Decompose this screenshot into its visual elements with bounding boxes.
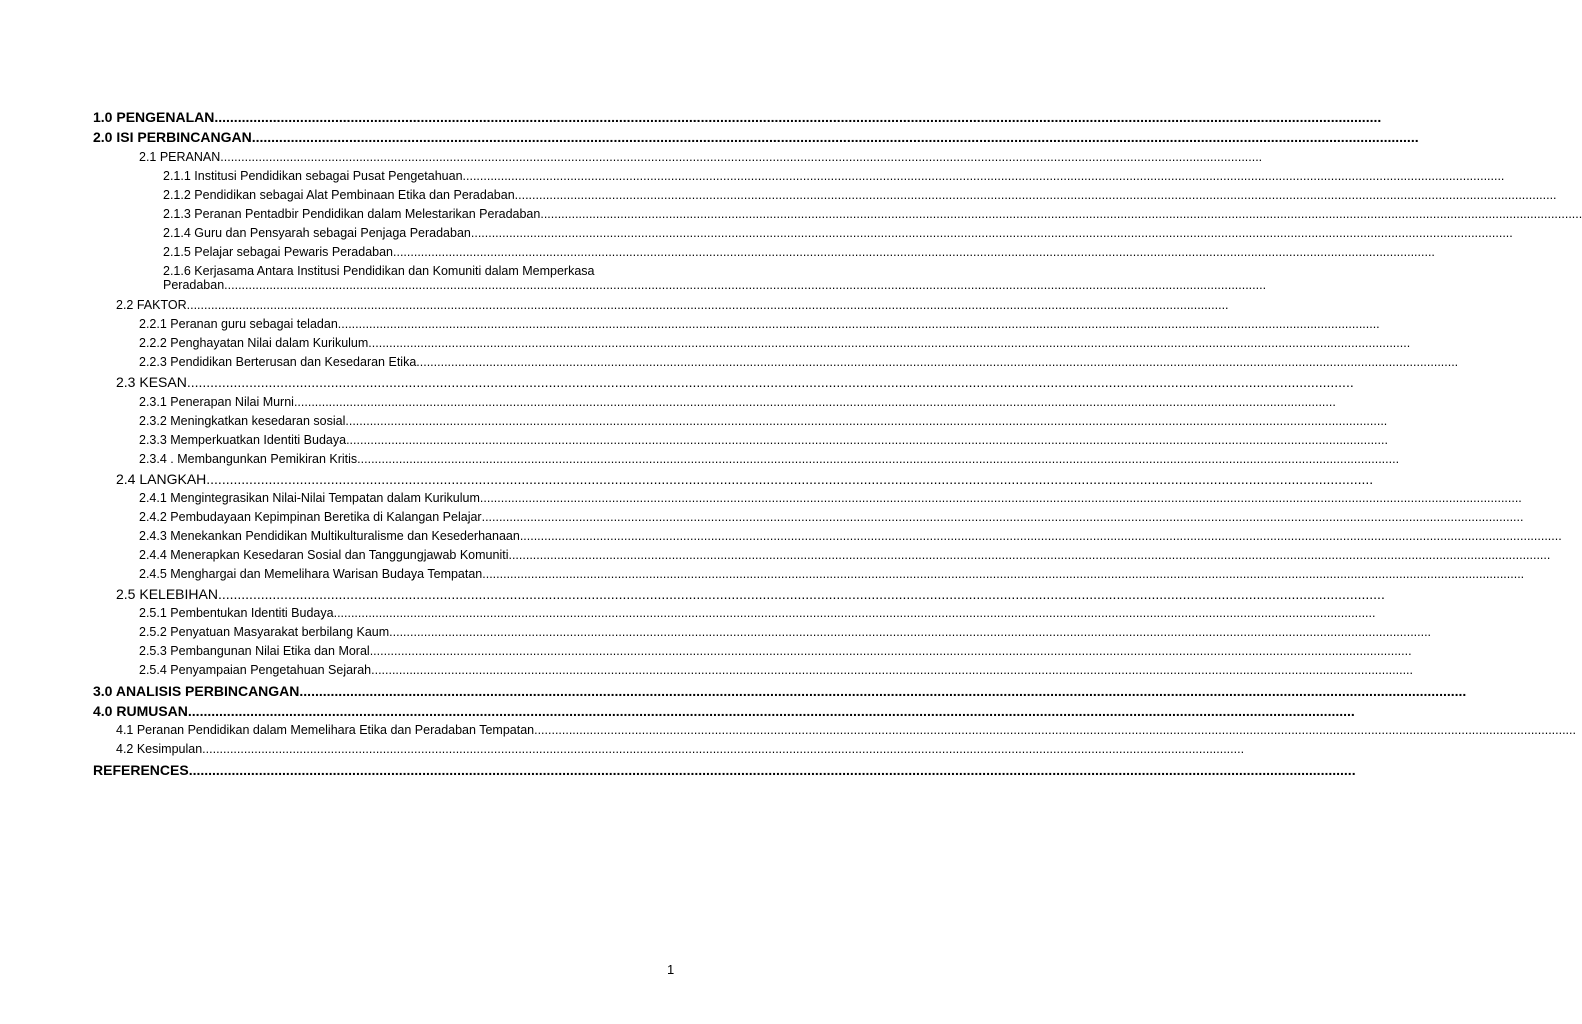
toc-entry-continuation	[163, 278, 1267, 292]
toc-leader-dots: ............................................................................................................................................................................................................................................................................................................	[202, 742, 1245, 756]
toc-leader-dots: ............................................................................................................................................................................................................................................................................................................	[389, 625, 1432, 639]
toc-leader-dots: ............................................................................................................................................................................................................................................................................................................	[251, 129, 1419, 145]
toc-leader-dots: ............................................................................................................................................................................................................................................................................................................	[206, 471, 1374, 487]
toc-entry-title: 2.2.2 Penghayatan Nilai dalam Kurikulum	[139, 336, 369, 350]
toc-entry[interactable]	[163, 188, 1557, 202]
toc-leader-dots: ............................................................................................................................................................................................................................................................................................................	[470, 226, 1513, 240]
toc-entry-title: 2.3.3 Memperkuatkan Identiti Budaya	[139, 433, 347, 447]
toc-entry[interactable]	[163, 245, 1435, 259]
toc-leader-dots: ............................................................................................................................................................................................................................................................................................................	[224, 278, 1267, 292]
toc-leader-dots: ............................................................................................................................................................................................................................................................................................................	[186, 298, 1229, 312]
toc-entry-title: 2.3.4 . Membangunkan Pemikiran Kritis	[139, 452, 358, 466]
toc-entry[interactable]	[139, 452, 1400, 466]
toc-entry-title-continued: Peradaban	[163, 278, 225, 292]
toc-entry-title: 2.4.1 Mengintegrasikan Nilai-Nilai Tempatan dalam Kurikulum	[139, 491, 480, 505]
toc-entry[interactable]	[139, 414, 1388, 428]
toc-entry[interactable]	[139, 548, 1551, 562]
toc-entry[interactable]	[139, 663, 1413, 677]
toc-entry-title: 2.0 ISI PERBINCANGAN	[93, 129, 252, 145]
toc-entry-title: 2.5 KELEBIHAN	[116, 586, 218, 602]
toc-entry[interactable]	[139, 644, 1412, 658]
toc-entry[interactable]	[139, 567, 1525, 581]
toc-leader-dots: ............................................................................................................................................................................................................................................................................................................	[416, 355, 1459, 369]
toc-leader-dots: ............................................................................................................................................................................................................................................................................................................	[220, 150, 1263, 164]
toc-leader-dots: ............................................................................................................................................................................................................................................................................................................	[508, 548, 1551, 562]
toc-leader-dots: ............................................................................................................................................................................................................................................................................................................	[357, 452, 1400, 466]
page-number: 1	[667, 962, 675, 977]
toc-leader-dots: ............................................................................................................................................................................................................................................................................................................	[186, 374, 1354, 390]
toc-leader-dots: ............................................................................................................................................................................................................................................................................................................	[534, 723, 1576, 737]
toc-entry-title: 1.0 PENGENALAN	[93, 109, 215, 125]
toc-entry-title: 2.5.1 Pembentukan Identiti Budaya	[139, 606, 334, 620]
toc-entry-title: 2.2 FAKTOR	[116, 298, 187, 312]
toc-leader-dots: ............................................................................................................................................................................................................................................................................................................	[337, 317, 1380, 331]
toc-entry[interactable]	[163, 264, 1267, 292]
toc-leader-dots: ............................................................................................................................................................................................................................................................................................................	[369, 644, 1412, 658]
toc-leader-dots: ............................................................................................................................................................................................................................................................................................................	[482, 567, 1525, 581]
toc-entry-title: 2.5.4 Penyampaian Pengetahuan Sejarah	[139, 663, 372, 677]
toc-entry-title: 2.1.3 Peranan Pentadbir Pendidikan dalam Melestarikan Peradaban	[163, 207, 541, 221]
toc-entry-title: 2.4.3 Menekankan Pendidikan Multikulturalisme dan Kesederhanaan	[139, 529, 520, 543]
toc-entry[interactable]	[116, 471, 1374, 487]
toc-entry[interactable]	[93, 762, 1356, 778]
toc-leader-dots: ............................................................................................................................................................................................................................................................................................................	[345, 414, 1388, 428]
toc-leader-dots: ............................................................................................................................................................................................................................................................................................................	[514, 188, 1557, 202]
toc-entry[interactable]	[139, 317, 1380, 331]
toc-leader-dots: ............................................................................................................................................................................................................................................................................................................	[217, 586, 1385, 602]
toc-entry-title: 2.3 KESAN	[116, 374, 187, 390]
toc-entry-title: REFERENCES	[93, 762, 189, 778]
toc-entry[interactable]	[163, 226, 1513, 240]
toc-leader-dots: ............................................................................................................................................................................................................................................................................................................	[462, 169, 1505, 183]
toc-entry-title: 2.4.5 Menghargai dan Memelihara Warisan Budaya Tempatan	[139, 567, 483, 581]
toc-entry[interactable]	[93, 129, 1419, 145]
toc-leader-dots: ............................................................................................................................................................................................................................................................................................................	[479, 491, 1522, 505]
toc-entry[interactable]	[116, 586, 1385, 602]
toc-entry[interactable]	[139, 336, 1411, 350]
toc-entry-title: 2.1.1 Institusi Pendidikan sebagai Pusat Pengetahuan	[163, 169, 463, 183]
toc-entry[interactable]	[139, 395, 1336, 409]
toc-entry-title: 2.4.2 Pembudayaan Kepimpinan Beretika di Kalangan Pelajar	[139, 510, 482, 524]
toc-entry[interactable]	[139, 491, 1522, 505]
toc-entry-title: 2.1.5 Pelajar sebagai Pewaris Peradaban	[163, 245, 394, 259]
toc-entry[interactable]	[163, 207, 1582, 221]
toc-entry[interactable]	[139, 529, 1562, 543]
toc-entry-title: 2.3.1 Penerapan Nilai Murni	[139, 395, 294, 409]
toc-entry-title: 2.4.4 Menerapkan Kesedaran Sosial dan Tanggungjawab Komuniti	[139, 548, 509, 562]
toc-leader-dots: ............................................................................................................................................................................................................................................................................................................	[346, 433, 1388, 447]
toc-entry-title: 2.2.1 Peranan guru sebagai teladan	[139, 317, 338, 331]
toc-leader-dots: ............................................................................................................................................................................................................................................................................................................	[187, 703, 1355, 719]
toc-entry-title: 3.0 ANALISIS PERBINCANGAN	[93, 683, 300, 699]
toc-leader-dots: ............................................................................................................................................................................................................................................................................................................	[368, 336, 1411, 350]
toc-entry[interactable]	[116, 723, 1576, 737]
toc-entry[interactable]	[116, 742, 1245, 756]
toc-entry[interactable]	[139, 625, 1432, 639]
toc-entry[interactable]	[139, 433, 1388, 447]
toc-leader-dots: ............................................................................................................................................................................................................................................................................................................	[540, 207, 1582, 221]
toc-entry-title: 2.1 PERANAN	[139, 150, 221, 164]
toc-entry[interactable]	[116, 298, 1229, 312]
toc-entry-title: 4.1 Peranan Pendidikan dalam Memelihara Etika dan Peradaban Tempatan	[116, 723, 535, 737]
toc-leader-dots: ............................................................................................................................................................................................................................................................................................................	[299, 683, 1467, 699]
toc-entry[interactable]	[139, 606, 1376, 620]
toc-entry[interactable]	[139, 355, 1459, 369]
toc-leader-dots: ............................................................................................................................................................................................................................................................................................................	[188, 762, 1356, 778]
toc-leader-dots: ............................................................................................................................................................................................................................................................................................................	[214, 109, 1382, 125]
toc-entry-title: 4.0 RUMUSAN	[93, 703, 188, 719]
toc-entry[interactable]	[116, 374, 1354, 390]
toc-entry[interactable]	[93, 703, 1355, 719]
toc-entry-title: 2.1.4 Guru dan Pensyarah sebagai Penjaga Peradaban	[163, 226, 471, 240]
toc-entry-title: 2.4 LANGKAH	[116, 471, 207, 487]
toc-entry-title: 2.1.2 Pendidikan sebagai Alat Pembinaan Etika dan Peradaban	[163, 188, 515, 202]
toc-entry[interactable]	[93, 109, 1382, 125]
toc-entry[interactable]	[139, 510, 1524, 524]
toc-leader-dots: ............................................................................................................................................................................................................................................................................................................	[393, 245, 1435, 259]
toc-leader-dots: ............................................................................................................................................................................................................................................................................................................	[333, 606, 1376, 620]
toc-entry-title: 2.2.3 Pendidikan Berterusan dan Kesedaran Etika	[139, 355, 417, 369]
toc-entry-title: 2.3.2 Meningkatkan kesedaran sosial	[139, 414, 346, 428]
toc-entry-title: 4.2 Kesimpulan	[116, 742, 203, 756]
toc-entry-title: 2.5.2 Penyatuan Masyarakat berbilang Kaum	[139, 625, 390, 639]
toc-entry[interactable]	[93, 683, 1467, 699]
toc-leader-dots: ............................................................................................................................................................................................................................................................................................................	[481, 510, 1524, 524]
toc-leader-dots: ............................................................................................................................................................................................................................................................................................................	[371, 663, 1413, 677]
toc-entry-title: 2.5.3 Pembangunan Nilai Etika dan Moral	[139, 644, 370, 658]
toc-entry[interactable]	[139, 150, 1263, 164]
toc-leader-dots: ............................................................................................................................................................................................................................................................................................................	[519, 529, 1562, 543]
toc-leader-dots: ............................................................................................................................................................................................................................................................................................................	[293, 395, 1336, 409]
toc-entry-title: 2.1.6 Kerjasama Antara Institusi Pendidikan dan Komuniti dalam Memperkasa	[163, 264, 595, 278]
toc-entry[interactable]	[163, 169, 1505, 183]
